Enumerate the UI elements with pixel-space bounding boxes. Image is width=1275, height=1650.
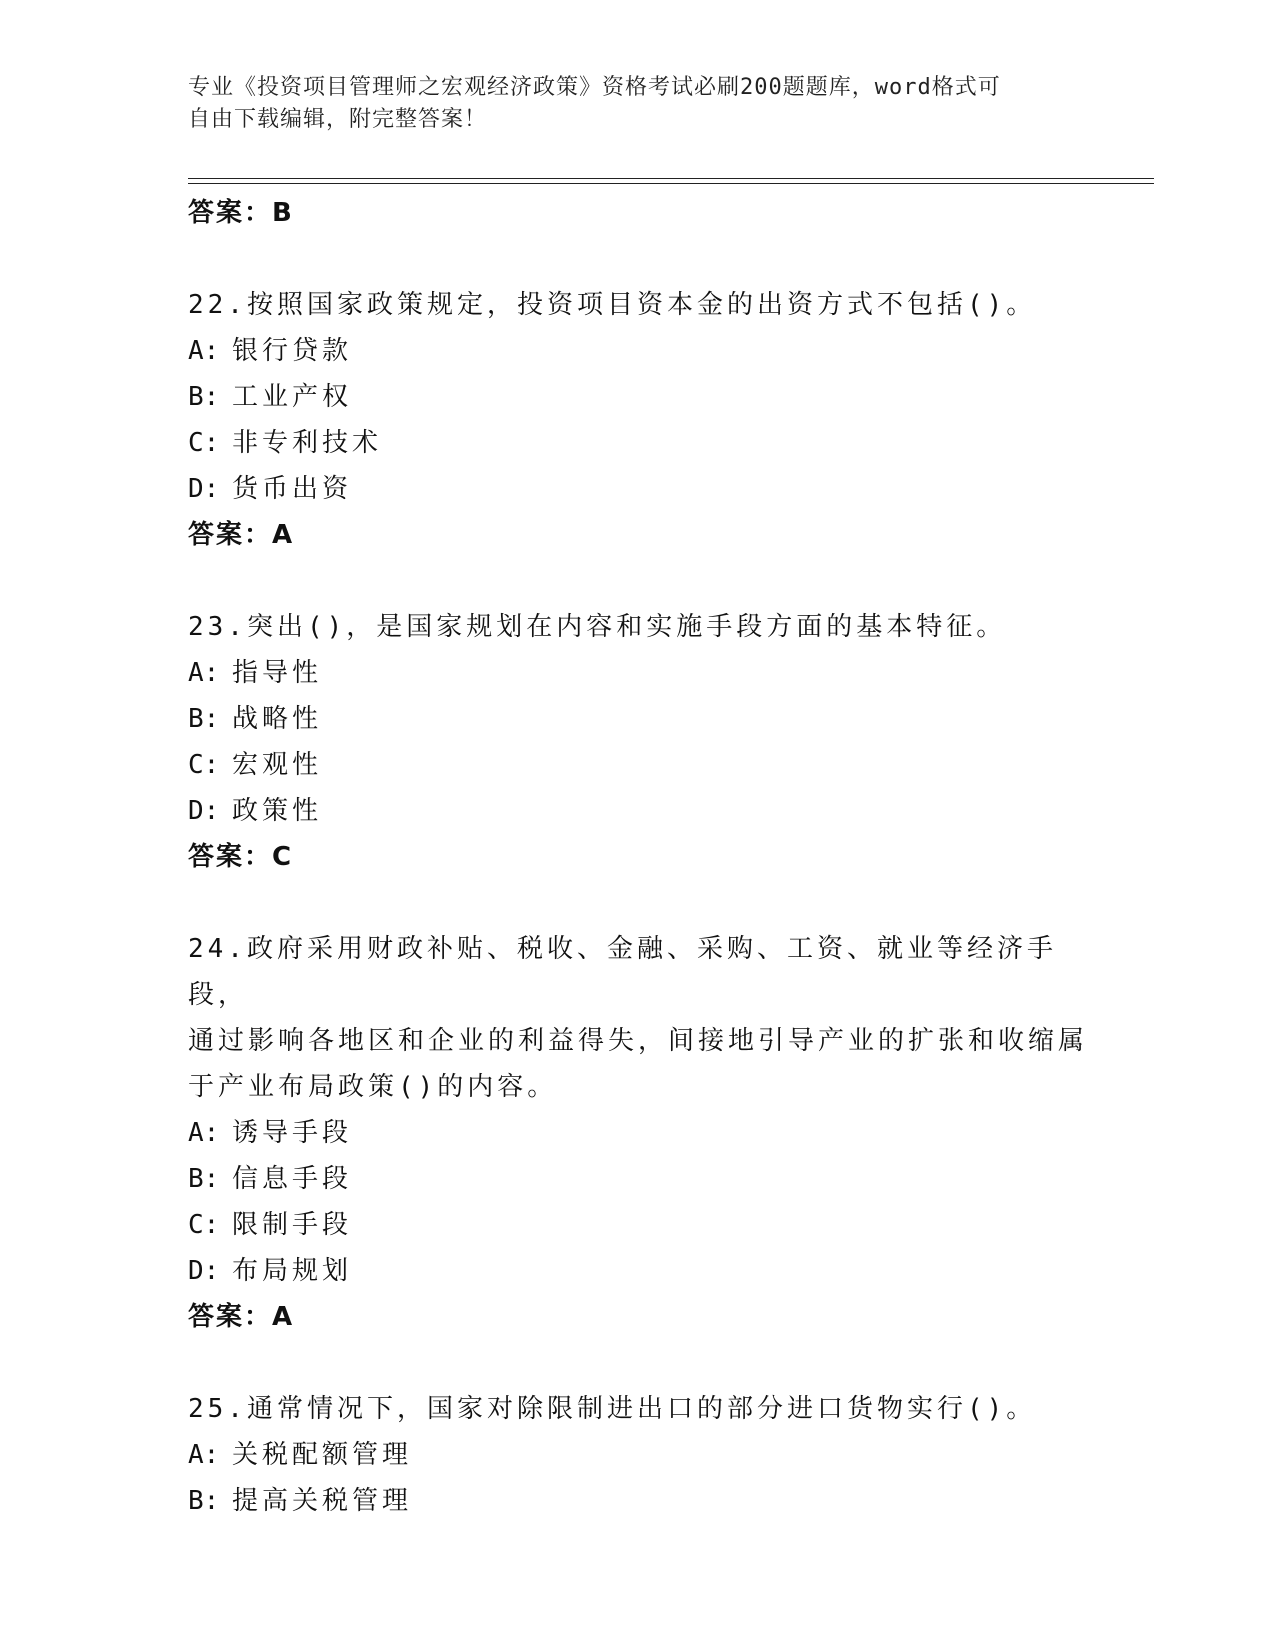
option-a — [188, 328, 1088, 374]
option-letter: D: — [188, 1256, 220, 1286]
option-letter: D: — [188, 474, 220, 504]
answer-line: 答案：B — [188, 198, 294, 228]
option-b — [188, 1156, 1088, 1202]
option-b — [188, 1478, 1088, 1524]
option-letter: C: — [188, 428, 220, 458]
question-stem-line-1: 24.政府采用财政补贴、税收、金融、采购、工资、就业等经济手段， — [188, 934, 1057, 1010]
option-letter: C: — [188, 1210, 220, 1240]
option-letter: A: — [188, 1440, 220, 1470]
option-text: 货币出资 — [232, 474, 353, 504]
option-a — [188, 1110, 1088, 1156]
option-text: 宏观性 — [232, 750, 323, 780]
question-stem: 25.通常情况下，国家对除限制进出口的部分进口货物实行()。 — [188, 1394, 1037, 1424]
option-letter: A: — [188, 1118, 220, 1148]
option-text: 关税配额管理 — [232, 1440, 413, 1470]
option-text: 指导性 — [232, 658, 323, 688]
header-divider-top — [188, 178, 1154, 179]
question-24 — [188, 926, 1088, 1340]
answer-line: 答案：A — [188, 520, 295, 550]
option-letter: A: — [188, 658, 220, 688]
option-letter: B: — [188, 704, 220, 734]
question-list — [188, 190, 1088, 1524]
question-stem: 22.按照国家政策规定，投资项目资本金的出资方式不包括()。 — [188, 290, 1037, 320]
answer-line: 答案：A — [188, 1302, 295, 1332]
question-stem-line-2: 通过影响各地区和企业的利益得失，间接地引导产业的扩张和收缩属 — [188, 1026, 1089, 1056]
option-d — [188, 1248, 1088, 1294]
option-letter: B: — [188, 1486, 220, 1516]
answer-line: 答案：C — [188, 842, 294, 872]
option-c — [188, 1202, 1088, 1248]
option-text: 政策性 — [232, 796, 323, 826]
option-b — [188, 696, 1088, 742]
option-c — [188, 420, 1088, 466]
option-letter: D: — [188, 796, 220, 826]
header-divider-bottom — [188, 183, 1154, 184]
option-text: 诱导手段 — [232, 1118, 353, 1148]
option-c — [188, 742, 1088, 788]
option-letter: C: — [188, 750, 220, 780]
option-letter: B: — [188, 1164, 220, 1194]
document-header — [188, 72, 1088, 136]
option-text: 信息手段 — [232, 1164, 353, 1194]
option-text: 战略性 — [232, 704, 323, 734]
option-d — [188, 466, 1088, 512]
option-text: 银行贷款 — [232, 336, 353, 366]
question-stem: 23.突出()，是国家规划在内容和实施手段方面的基本特征。 — [188, 612, 1007, 642]
option-d — [188, 788, 1088, 834]
header-line-2: 自由下载编辑，附完整答案！ — [188, 107, 488, 132]
question-22 — [188, 282, 1088, 558]
option-a — [188, 650, 1088, 696]
option-a — [188, 1432, 1088, 1478]
question-stem-line-3: 于产业布局政策()的内容。 — [188, 1072, 558, 1102]
question-25 — [188, 1386, 1088, 1524]
option-letter: B: — [188, 382, 220, 412]
option-text: 布局规划 — [232, 1256, 353, 1286]
header-line-1: 专业《投资项目管理师之宏观经济政策》资格考试必刷200题题库，word格式可 — [188, 75, 1001, 100]
option-b — [188, 374, 1088, 420]
option-letter: A: — [188, 336, 220, 366]
option-text: 非专利技术 — [232, 428, 383, 458]
option-text: 工业产权 — [232, 382, 353, 412]
question-23 — [188, 604, 1088, 880]
option-text: 限制手段 — [232, 1210, 353, 1240]
option-text: 提高关税管理 — [232, 1486, 413, 1516]
